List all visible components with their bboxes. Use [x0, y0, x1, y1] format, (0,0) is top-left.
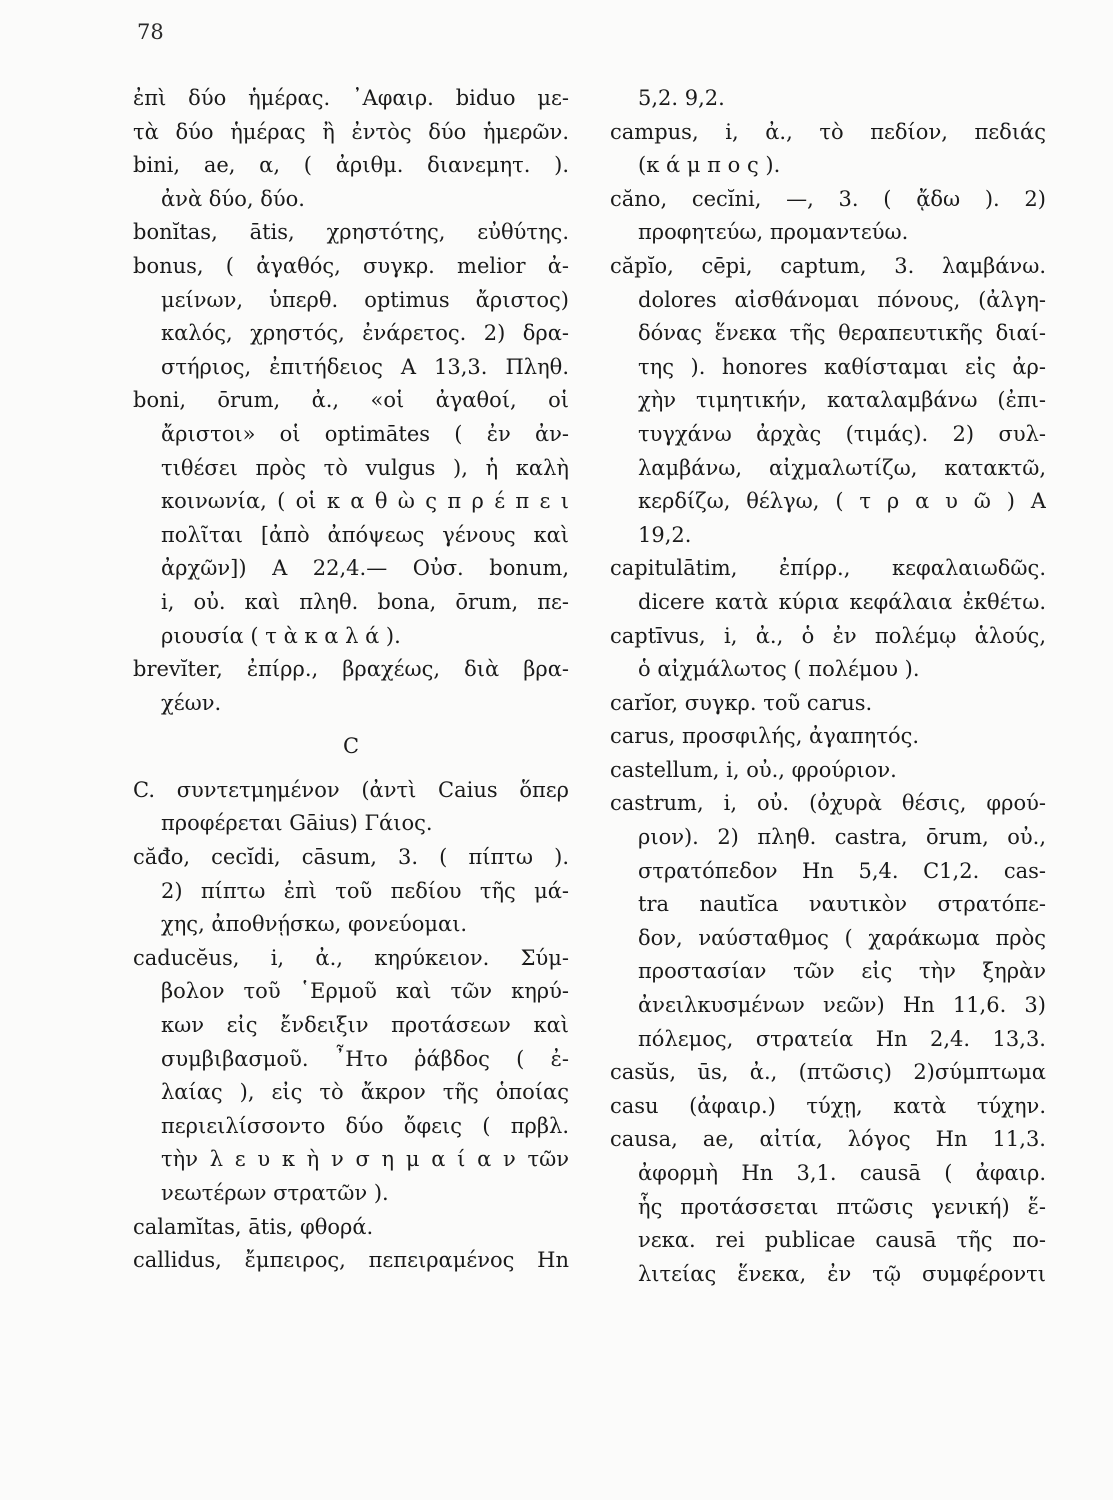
text-line: carĭor, συγκρ. τοῦ carus.	[610, 690, 873, 715]
text-line: ὁ αἰχμάλωτος ( πολέμου ).	[638, 657, 920, 682]
text-line: brevĭter, ἐπίρρ., βραχέως, διὰ βρα-	[133, 657, 569, 682]
text-line: νεκα. rei publicae causā τῆς πο-	[638, 1228, 1046, 1253]
left-column	[133, 82, 569, 1278]
text-line: χέων.	[161, 690, 222, 715]
text-line: ἀφορμὴ Hn 3,1. causā ( ἀφαιρ.	[638, 1161, 1046, 1185]
text-line: bini, ae, α, ( ἀριθμ. διανεμητ. ).	[133, 153, 569, 178]
text-line: δον, ναύσταθμος ( χαράκωμα πρὸς	[638, 925, 1046, 950]
text-line: calamĭtas, ātis, φθορά.	[133, 1214, 374, 1239]
text-line: tra nautĭca ναυτικὸν στρατόπε-	[638, 892, 1046, 917]
text-line: casŭs, ūs, ἀ., (πτῶσις) 2)σύμπτωμα	[610, 1060, 1046, 1085]
text-line: captīvus, i, ἀ., ὁ ἐν πολέμῳ ἁλούς,	[610, 623, 1046, 648]
text-line: κοινωνία, ( οἱ κ α θ ὼ ς π ρ έ π ε ι	[161, 489, 569, 514]
text-line: dolores αἰσθάνομαι πόνους, (ἀλγη-	[638, 287, 1046, 312]
section-heading: C	[342, 734, 360, 759]
text-line: castellum, i, οὐ., φρούριον.	[610, 757, 897, 782]
text-line: causa, ae, αἰτία, λόγος Hn 11,3.	[610, 1127, 1046, 1152]
text-line: C. συντετμημένον (ἀντὶ Caius ὅπερ	[133, 777, 569, 802]
text-line: στρατόπεδον Hn 5,4. C1,2. cas-	[638, 858, 1046, 883]
text-line: ἀρχῶν]) A 22,4.— Οὐσ. bonum,	[161, 556, 569, 581]
text-line: καλός, χρηστός, ἐνάρετος. 2) δρα-	[161, 321, 569, 346]
text-line: πολῖται [ἀπὸ ἀπόψεως γένους καὶ	[161, 522, 569, 547]
right-column	[610, 82, 1046, 1291]
text-line: περιειλίσσοντο δύο ὄφεις ( πρβλ.	[161, 1113, 569, 1138]
text-line: ἐπὶ δύο ἡμέρας. ᾽Αφαιρ. biduo με-	[133, 86, 569, 110]
text-line: πόλεμος, στρατεία Hn 2,4. 13,3.	[638, 1026, 1046, 1051]
text-line: dicere κατὰ κύρια κεφάλαια ἐκθέτω.	[638, 589, 1046, 614]
text-line: căđo, cecĭdi, cāsum, 3. ( πίπτω ).	[133, 845, 569, 870]
text-line: ἄριστοι» οἱ optimātes ( ἐν ἀν-	[161, 421, 569, 446]
text-line: χὴν τιμητικήν, καταλαμβάνω (ἐπι-	[638, 388, 1046, 413]
text-line: (κ ά μ π ο ς ).	[638, 153, 781, 178]
text-line: λαίας ), εἰς τὸ ἄκρον τῆς ὁποίας	[161, 1080, 569, 1105]
text-line: carus, προσφιλής, ἀγαπητός.	[610, 724, 920, 749]
text-line: castrum, i, οὐ. (ὀχυρὰ θέσις, φρού-	[610, 791, 1046, 816]
text-line: βολον τοῦ ῾Ερμοῦ καὶ τῶν κηρύ-	[161, 979, 569, 1004]
text-line: μείνων, ὑπερθ. optimus ἄριστος)	[161, 287, 569, 312]
text-line: capitulātim, ἐπίρρ., κεφαλαιωδῶς.	[610, 556, 1046, 581]
text-line: λαμβάνω, αἰχμαλωτίζω, κατακτῶ,	[638, 455, 1046, 480]
text-line: τυγχάνω ἀρχὰς (τιμάς). 2) συλ-	[638, 421, 1046, 446]
text-line: 19,2.	[638, 522, 692, 547]
text-line: bonus, ( ἀγαθός, συγκρ. melior ἀ-	[133, 253, 569, 278]
page-number: 78	[137, 20, 164, 44]
text-line: στήριος, ἐπιτήδειος A 13,3. Πληθ.	[161, 354, 569, 379]
text-line: căpĭo, cēpi, captum, 3. λαμβάνω.	[610, 253, 1046, 278]
text-line: της ). honores καθίσταμαι εἰς ἀρ-	[638, 354, 1046, 379]
text-line: caducĕus, i, ἀ., κηρύκειον. Σύμ-	[133, 945, 569, 970]
text-line: χης, ἀποθνῄσκω, φονεύομαι.	[161, 912, 468, 937]
text-line: ριουσία ( τ ὰ κ α λ ά ).	[161, 623, 401, 648]
text-line: callidus, ἔμπειρος, πεπειραμένος Hn	[133, 1248, 569, 1273]
text-line: κερδίζω, θέλγω, ( τ ρ α υ ῶ ) A	[638, 489, 1046, 514]
text-line: τὴν λ ε υ κ ὴ ν σ η μ α ί α ν τῶν	[161, 1147, 569, 1172]
text-line: συμβιβασμοῦ. ῏Ητο ῥάβδος ( ἐ-	[161, 1046, 569, 1071]
text-line: τὰ δύο ἡμέρας ἢ ἐντὸς δύο ἡμερῶν.	[133, 119, 569, 144]
text-line: căno, cecĭni, —, 3. ( ᾄδω ). 2)	[610, 186, 1046, 211]
text-line: νεωτέρων στρατῶν ).	[161, 1181, 389, 1205]
text-line: ἧς προτάσσεται πτῶσις γενική) ἕ-	[638, 1194, 1046, 1219]
text-line: κων εἰς ἔνδειξιν προτάσεων καὶ	[161, 1013, 569, 1038]
text-line: ἀνειλκυσμένων νεῶν) Hn 11,6. 3)	[638, 993, 1046, 1018]
text-line: campus, i, ἀ., τὸ πεδίον, πεδιάς	[610, 119, 1046, 144]
text-line: προφητεύω, προμαντεύω.	[638, 220, 909, 245]
text-line: bonĭtas, ātis, χρηστότης, εὐθύτης.	[133, 220, 569, 245]
text-line: προφέρεται Gāius) Γάιος.	[161, 811, 433, 836]
text-line: προστασίαν τῶν εἰς τὴν ξηρὰν	[638, 959, 1046, 984]
text-line: ἀνὰ δύο, δύο.	[161, 186, 305, 211]
text-line: λιτείας ἕνεκα, ἐν τῷ συμφέροντι	[638, 1261, 1046, 1286]
text-line: 2) πίπτω ἐπὶ τοῦ πεδίου τῆς μά-	[161, 878, 569, 903]
text-line: 5,2. 9,2.	[638, 86, 725, 110]
text-line: i, οὐ. καὶ πληθ. bona, ōrum, πε-	[161, 589, 569, 614]
text-line: boni, ōrum, ἀ., «οἱ ἀγαθοί, οἱ	[133, 388, 569, 413]
text-line: δόνας ἕνεκα τῆς θεραπευτικῆς διαί-	[638, 321, 1046, 346]
text-line: ριον). 2) πληθ. castra, ōrum, οὐ.,	[638, 825, 1046, 850]
text-line: τιθέσει πρὸς τὸ vulgus ), ἡ καλὴ	[161, 455, 569, 480]
text-line: casu (ἀφαιρ.) τύχῃ, κατὰ τύχην.	[610, 1093, 1046, 1118]
